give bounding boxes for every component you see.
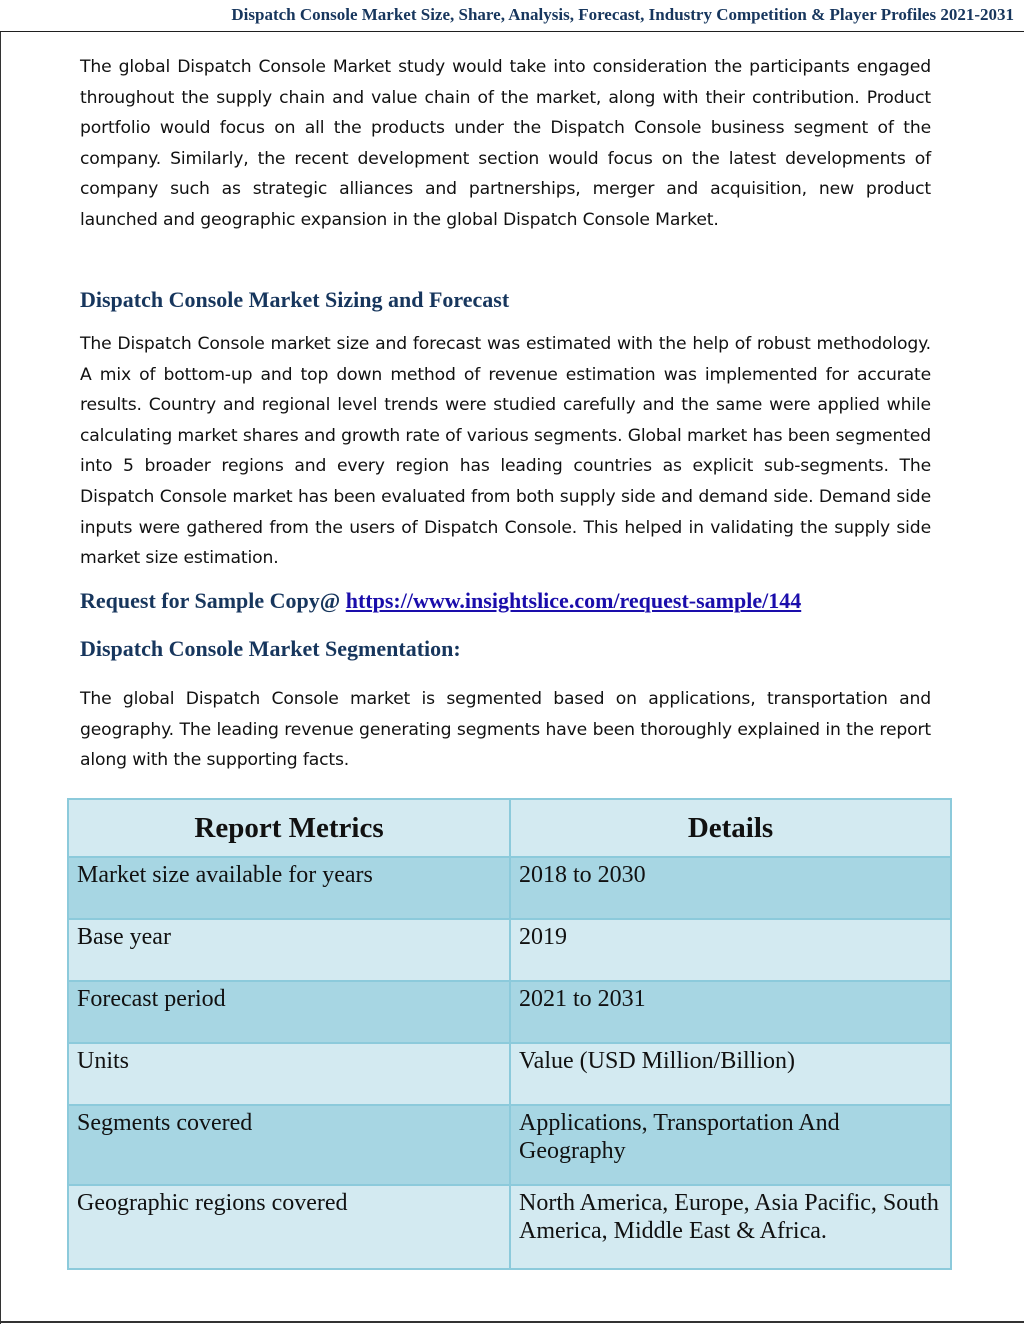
segmentation-paragraph: The global Dispatch Console market is segmented based on applications, transportation and geography. The leading revenue generating segments have been thoroughly explained in the report along with the supporting facts.	[80, 689, 931, 771]
report-metrics-table	[67, 798, 952, 1270]
sample-request-link[interactable]: https://www.insightslice.com/request-sample/144	[345, 588, 802, 613]
table-row	[68, 857, 951, 919]
table-cell-metric: Forecast period	[68, 981, 510, 1043]
intro-paragraph: The global Dispatch Console Market study would take into consideration the participants engaged throughout the supply chain and value chain of the market, along with their contribution. Product portfolio would focus on all the products under the Dispatch Console business segment of the company. Similarly, the recent development section would focus on the latest developments of company such as strategic alliances and partnerships, merger and acquisition, new product launched and geographic expansion in the global Dispatch Console Market.	[80, 57, 931, 230]
segmentation-heading: Dispatch Console Market Segmentation:	[80, 636, 461, 661]
document-title: Dispatch Console Market Size, Share, Analysis, Forecast, Industry Competition & Player Profiles 2021-2031	[231, 5, 1014, 24]
table-cell-metric: Market size available for years	[68, 857, 510, 919]
table-cell-metric: Geographic regions covered	[68, 1185, 510, 1269]
table-header-metrics: Report Metrics	[68, 799, 510, 857]
sample-request-label: Request for Sample Copy@	[80, 588, 346, 613]
frame-left-border	[0, 32, 1, 1324]
table-cell-metric: Units	[68, 1043, 510, 1105]
table-header-details: Details	[510, 799, 951, 857]
table-row	[68, 1185, 951, 1269]
table-cell-metric: Base year	[68, 919, 510, 981]
sizing-paragraph: The Dispatch Console market size and forecast was estimated with the help of robust methodology. A mix of bottom-up and top down method of revenue estimation was implemented for accurate results. Country and regional level trends were studied carefully and the same were applied while calculating market shares and growth rate of various segments. Global market has been segmented into 5 broader regions and every region has leading countries as explicit sub-segments. The Dispatch Console market has been evaluated from both supply side and demand side. Demand side inputs were gathered from the users of Dispatch Console. This helped in validating the supply side market size estimation.	[80, 334, 931, 569]
sample-request-line	[80, 587, 931, 615]
table-row	[68, 919, 951, 981]
table-header-row	[68, 799, 951, 857]
table-row	[68, 1043, 951, 1105]
table-row	[68, 1105, 951, 1185]
table-cell-detail: Value (USD Million/Billion)	[510, 1043, 951, 1105]
table-cell-detail: Applications, Transportation And Geography	[510, 1105, 951, 1185]
frame-bottom-border	[0, 1321, 1024, 1323]
table-cell-metric: Segments covered	[68, 1105, 510, 1185]
table-cell-detail: 2021 to 2031	[510, 981, 951, 1043]
table-row	[68, 981, 951, 1043]
table-cell-detail: 2019	[510, 919, 951, 981]
page-header	[0, 0, 1024, 32]
table-cell-detail: 2018 to 2030	[510, 857, 951, 919]
table-cell-detail: North America, Europe, Asia Pacific, South America, Middle East & Africa.	[510, 1185, 951, 1269]
sizing-heading: Dispatch Console Market Sizing and Forecast	[80, 287, 510, 312]
